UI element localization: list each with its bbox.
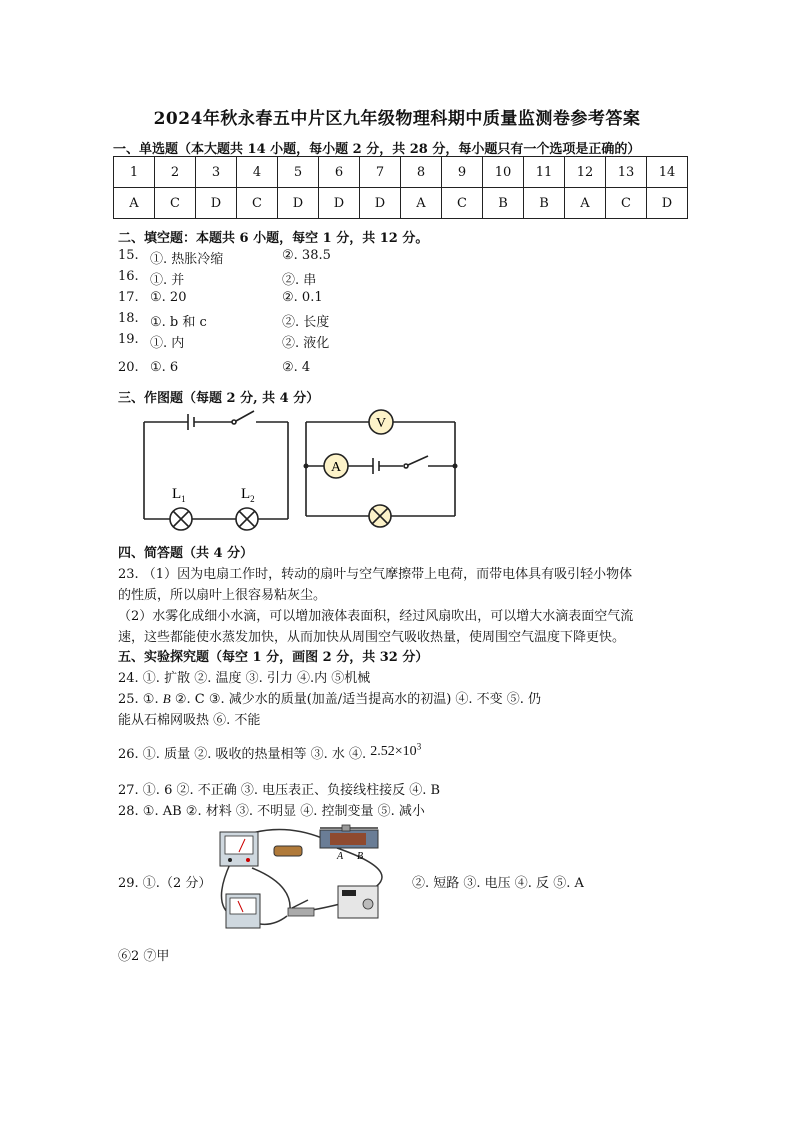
ammeter-device-icon [220,832,258,866]
q29-answer-end: ⑥2 ⑦甲 [118,949,170,964]
fill-item-number: 18. [118,311,139,326]
question-number-cell: 8 [401,157,442,188]
fill-item-answer-2: ②. 4 [282,360,311,375]
rheostat-icon [320,825,378,848]
question-number-cell: 11 [524,157,565,188]
section5-heading: 五、实验探究题（每空 1 分，画图 2 分，共 32 分） [118,650,429,665]
fill-item-answer-1: ①. 并 [150,273,185,288]
question-number-cell: 9 [442,157,483,188]
answer-cell: C [442,188,483,219]
switch-symbol [232,420,236,424]
q26-value-base: 2.52×10 [370,744,417,759]
fill-item-answer-2: ②. 38.5 [282,248,331,263]
fill-item-answer-2: ②. 长度 [282,315,330,330]
fill-item-number: 17. [118,290,139,305]
resistor-icon [274,846,302,856]
question-number-cell: 4 [237,157,278,188]
junction-dot [453,464,458,469]
q26-answer [118,743,421,763]
q23-part2-line1: （2）水雾化成细小水滴，可以增加液体表面积，经过风扇吹出，可以增大水滴表面空气流 [118,609,634,624]
question-number-cell: 12 [565,157,606,188]
lamp-icon [369,505,391,527]
q25-answer [118,688,541,707]
q23-part2-line2: 速，这些都能使水蒸发加快，从而加快从周围空气吸收热量，使周围空气温度下降更快。 [118,630,626,645]
fill-item-answer-2: ②. 液化 [282,336,330,351]
voltmeter-label: V [375,416,387,431]
section3-heading: 三、作图题（每题 2 分, 共 4 分） [118,391,320,406]
q29-answer-right: ②. 短路 ③. 电压 ④. 反 ⑤. A [412,876,584,891]
lamp-l1-label: $L_1$ [172,486,186,504]
answer-cell: D [360,188,401,219]
junction-dot [304,464,309,469]
question-number-cell: 1 [114,157,155,188]
answer-table-answer-row [114,188,688,219]
lamp-l1-icon [170,508,192,530]
terminal-a-label: A [337,851,344,862]
q25-b: B [162,691,171,706]
answer-cell: B [524,188,565,219]
switch-symbol-2 [404,464,408,468]
q26-value-exponent: 3 [416,741,422,752]
q23-part1-line2: 的性质，所以扇叶上很容易粘灰尘。 [118,588,327,603]
q29-answer-left: 29. ①.（2 分） [118,876,212,891]
fill-item-answer-2: ②. 串 [282,273,317,288]
q23-part1-line1: 23. （1）因为电扇工作时，转动的扇叶与空气摩擦带上电荷，而带电体具有吸引轻小物体 [118,567,633,582]
fill-item-answer-1: ①. 6 [150,360,179,375]
question-number-cell: 3 [196,157,237,188]
section2-heading: 二、填空题：本题共 6 小题，每空 1 分，共 12 分。 [118,231,429,246]
circuit-diagrams [130,405,480,535]
q26-text: 26. ①. 质量 ②. 吸收的热量相等 ③. 水 ④. [118,747,367,762]
answer-cell: D [278,188,319,219]
fill-item-answer-1: ①. 热胀冷缩 [150,252,224,267]
question-number-cell: 7 [360,157,401,188]
answer-cell: A [565,188,606,219]
power-supply-icon [338,886,378,918]
fill-item-answer-1: ①. b 和 c [150,315,207,330]
question-number-cell: 10 [483,157,524,188]
ammeter-label: A [330,460,342,475]
fill-item-number: 19. [118,332,139,347]
answer-cell: C [237,188,278,219]
switch-device-icon [288,900,314,916]
section1-heading: 一、单选题（本大题共 14 小题，每小题 2 分，共 28 分，每小题只有一个选项是正确的） [113,142,641,157]
q27-answer: 27. ①. 6 ②. 不正确 ③. 电压表正、负接线柱接反 ④. B [118,783,441,798]
terminal-b-label: B [357,851,364,862]
fill-item-answer-1: ①. 20 [150,290,187,305]
answer-cell: D [319,188,360,219]
lamp-l2-label: $L_2$ [241,486,255,504]
q28-answer: 28. ①. AB ②. 材料 ③. 不明显 ④. 控制变量 ⑤. 减小 [118,804,425,819]
fill-item-answer-1: ①. 内 [150,336,185,351]
fill-item-number: 20. [118,360,139,375]
question-number-cell: 14 [647,157,688,188]
voltmeter-device-icon [226,894,260,928]
answer-cell: C [606,188,647,219]
answer-table-number-row [114,157,688,188]
fill-item-answer-2: ②. 0.1 [282,290,323,305]
answer-cell: C [155,188,196,219]
answer-cell: B [483,188,524,219]
lamp-l2-icon [236,508,258,530]
fill-item-number: 16. [118,269,139,284]
question-number-cell: 13 [606,157,647,188]
series-circuit-diagram [144,411,288,530]
q25-rest: ②. C ③. 减少水的质量(加盖/适当提高水的初温) ④. 不变 ⑤. 仍 [170,692,542,707]
q26-value [370,741,422,759]
fill-item-number: 15. [118,248,139,263]
section4-heading: 四、简答题（共 4 分） [118,546,254,561]
question-number-cell: 2 [155,157,196,188]
experiment-circuit-image [212,824,392,936]
answer-cell: D [196,188,237,219]
answer-cell: D [647,188,688,219]
answer-cell: A [401,188,442,219]
q25-prefix: 25. ①. [118,692,163,707]
page-title: 2024年秋永春五中片区九年级物理科期中质量监测卷参考答案 [153,109,641,129]
q24-answer: 24. ①. 扩散 ②. 温度 ③. 引力 ④.内 ⑤机械 [118,671,371,686]
answer-cell: A [114,188,155,219]
answer-table [113,156,688,219]
q25-answer-line2: 能从石棉网吸热 ⑥. 不能 [118,713,261,728]
question-number-cell: 5 [278,157,319,188]
question-number-cell: 6 [319,157,360,188]
